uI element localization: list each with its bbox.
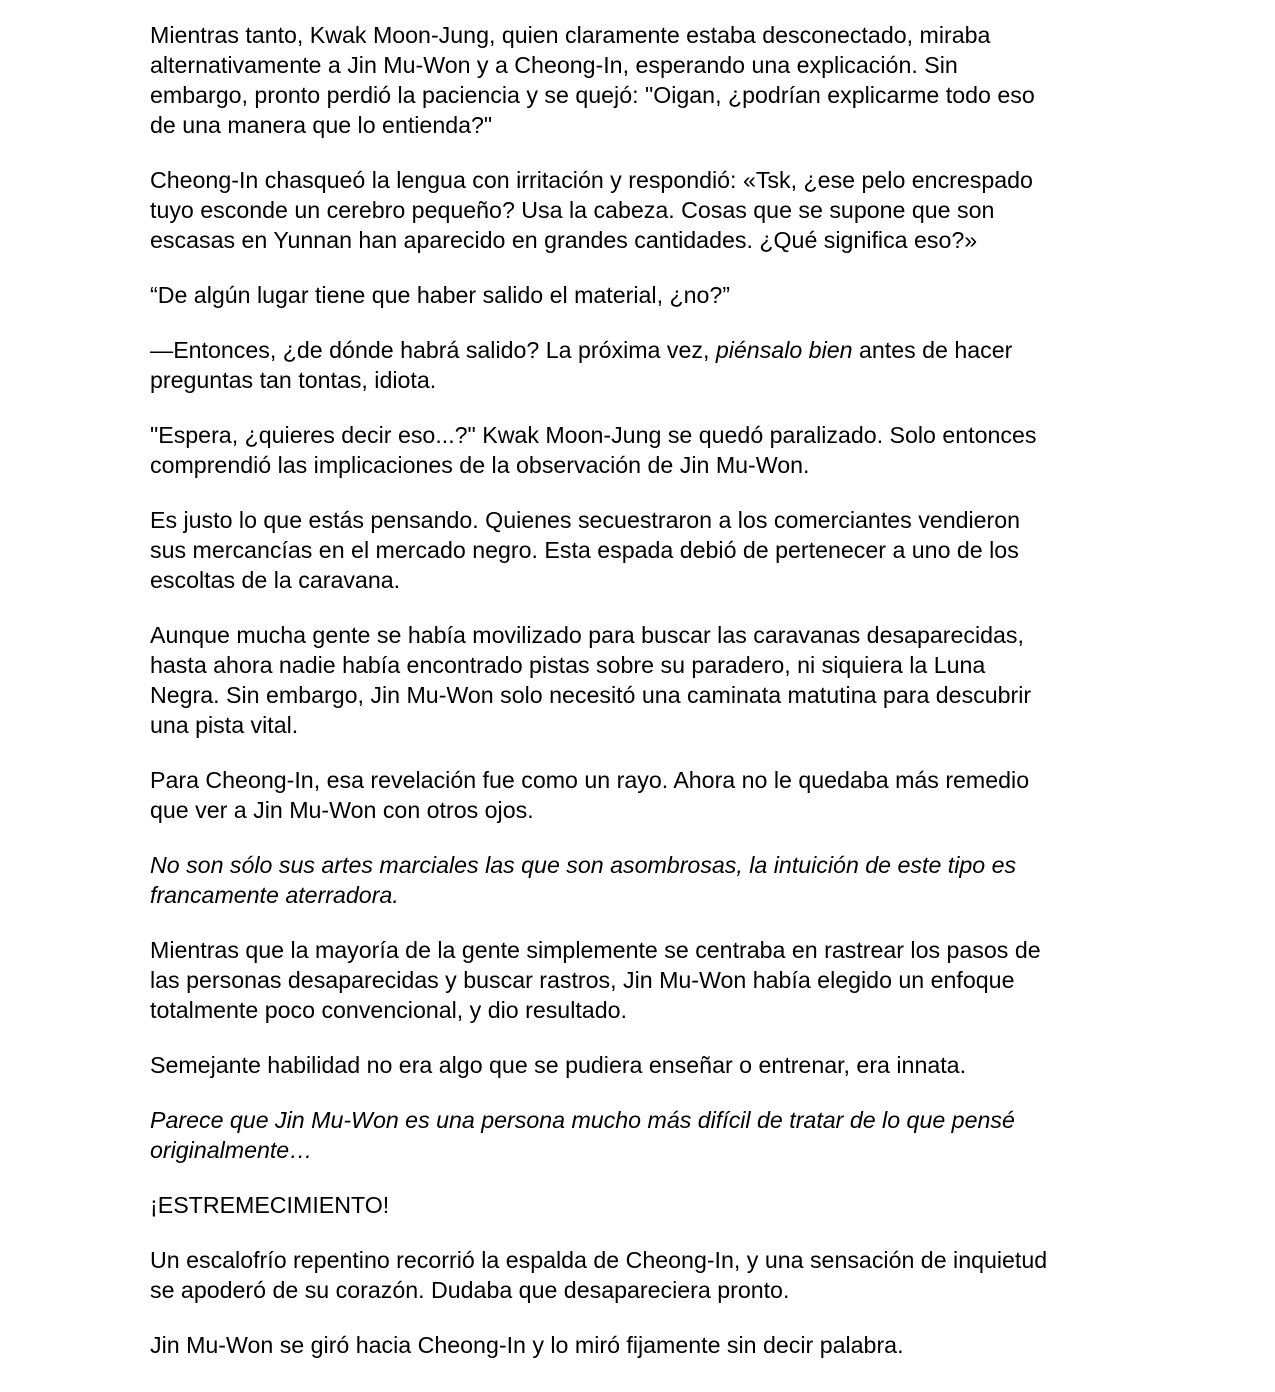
text-line: Un escalofrío repentino recorrió la espalda de Cheong-In, y una sensación de inquietud: [150, 1247, 1048, 1273]
paragraph-13-sfx: [150, 1190, 1130, 1220]
text-line: sus mercancías en el mercado negro. Esta espada debió de pertenecer a uno de los: [150, 537, 1019, 563]
paragraph-15: [150, 1330, 1130, 1360]
paragraph-8: [150, 765, 1130, 825]
text-line: Aunque mucha gente se había movilizado para buscar las caravanas desaparecidas,: [150, 622, 1024, 648]
paragraph-2: [150, 165, 1130, 255]
text-line: Semejante habilidad no era algo que se pudiera enseñar o entrenar, era innata.: [150, 1052, 967, 1078]
text-line: francamente aterradora.: [150, 882, 399, 908]
text-line: se apoderó de su corazón. Dudaba que desapareciera pronto.: [150, 1277, 790, 1303]
text-line: hasta ahora nadie había encontrado pistas sobre su paradero, ni siquiera la Luna: [150, 652, 986, 678]
text-line: Jin Mu-Won se giró hacia Cheong-In y lo miró fijamente sin decir palabra.: [150, 1332, 904, 1358]
paragraph-5: [150, 420, 1130, 480]
emphasis-text: piénsalo bien: [715, 337, 853, 363]
paragraph-11: [150, 1050, 1130, 1080]
paragraph-14: [150, 1245, 1130, 1305]
document-page: [150, 20, 1130, 1360]
paragraph-1: [150, 20, 1130, 140]
text-line: Negra. Sin embargo, Jin Mu-Won solo necesitó una caminata matutina para descubrir: [150, 682, 1032, 708]
text-segment: antes de hacer: [852, 337, 1013, 363]
paragraph-3: [150, 280, 1130, 310]
text-line: Es justo lo que estás pensando. Quienes secuestraron a los comerciantes vendieron: [150, 507, 1021, 533]
text-line: totalmente poco convencional, y dio resultado.: [150, 997, 627, 1023]
text-line: Cheong-In chasqueó la lengua con irritación y respondió: «Tsk, ¿ese pelo encrespado: [150, 167, 1033, 193]
text-line: comprendió las implicaciones de la observación de Jin Mu-Won.: [150, 452, 810, 478]
text-line: escoltas de la caravana.: [150, 567, 401, 593]
paragraph-9-thought: [150, 850, 1130, 910]
text-segment: —Entonces, ¿de dónde habrá salido? La próxima vez,: [150, 337, 716, 363]
text-line: alternativamente a Jin Mu-Won y a Cheong-In, esperando una explicación. Sin: [150, 52, 958, 78]
text-line: que ver a Jin Mu-Won con otros ojos.: [150, 797, 534, 823]
paragraph-12-thought: [150, 1105, 1130, 1165]
paragraph-10: [150, 935, 1130, 1025]
text-line: embargo, pronto perdió la paciencia y se quejó: "Oigan, ¿podrían explicarme todo eso: [150, 82, 1035, 108]
paragraph-4: [150, 335, 1130, 395]
text-line: Mientras que la mayoría de la gente simplemente se centraba en rastrear los pasos de: [150, 937, 1041, 963]
text-line: No son sólo sus artes marciales las que son asombrosas, la intuición de este tipo es: [150, 852, 1017, 878]
text-line: las personas desaparecidas y buscar rastros, Jin Mu-Won había elegido un enfoque: [150, 967, 1015, 993]
text-line: Mientras tanto, Kwak Moon-Jung, quien claramente estaba desconectado, miraba: [150, 22, 991, 48]
text-line: ¡ESTREMECIMIENTO!: [150, 1192, 390, 1218]
text-line: Parece que Jin Mu-Won es una persona mucho más difícil de tratar de lo que pensé: [150, 1107, 1015, 1133]
text-line: escasas en Yunnan han aparecido en grandes cantidades. ¿Qué significa eso?»: [150, 227, 978, 253]
text-line: Para Cheong-In, esa revelación fue como un rayo. Ahora no le quedaba más remedio: [150, 767, 1030, 793]
text-line: tuyo esconde un cerebro pequeño? Usa la cabeza. Cosas que se supone que son: [150, 197, 995, 223]
text-line: “De algún lugar tiene que haber salido el material, ¿no?”: [150, 282, 731, 308]
text-line: [150, 337, 1012, 363]
text-line: una pista vital.: [150, 712, 299, 738]
text-line: "Espera, ¿quieres decir eso...?" Kwak Moon-Jung se quedó paralizado. Solo entonces: [150, 422, 1037, 448]
text-line: originalmente…: [150, 1137, 313, 1163]
paragraph-6: [150, 505, 1130, 595]
text-line: de una manera que lo entienda?": [150, 112, 493, 138]
paragraph-7: [150, 620, 1130, 740]
text-line: preguntas tan tontas, idiota.: [150, 367, 437, 393]
